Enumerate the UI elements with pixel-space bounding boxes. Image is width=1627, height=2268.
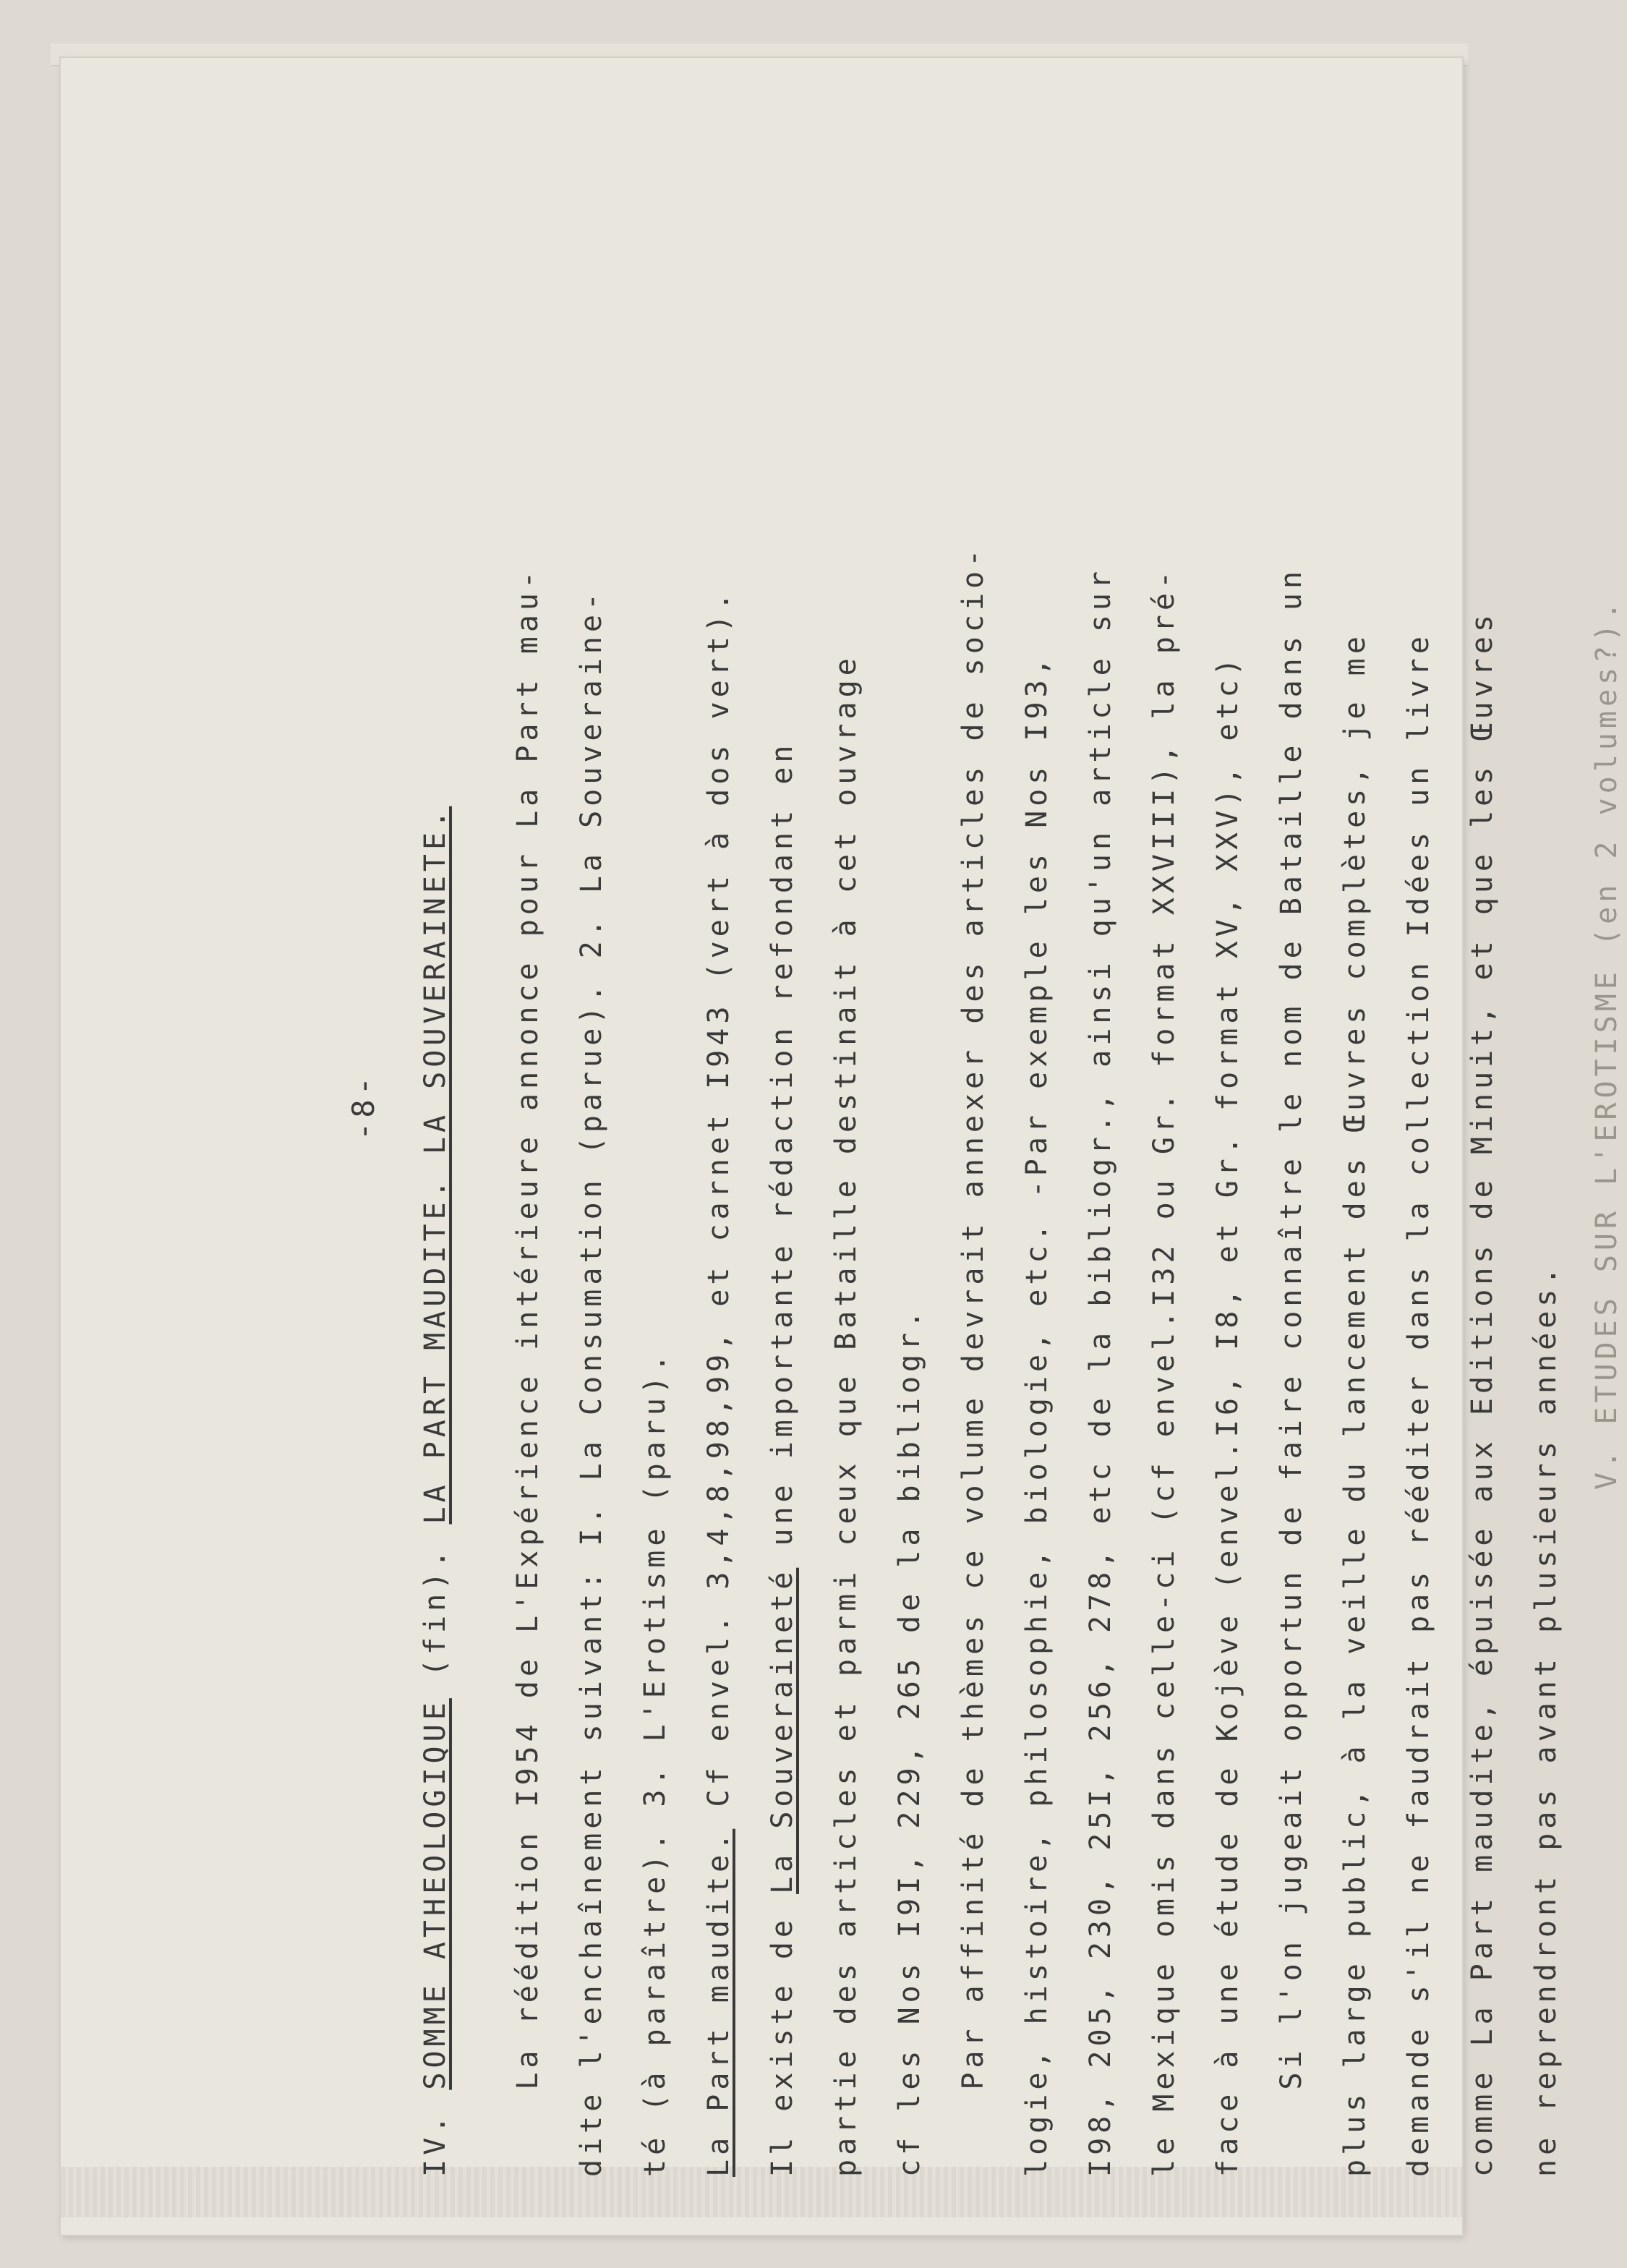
cut-off-heading: V. ETUDES SUR L'EROTISME (en 2 volumes?). [1590, 597, 1623, 1490]
text-line: logie, histoire, philosophie, biologie, etc. -Par exemple les Nos I93, [1020, 654, 1054, 2177]
text-line: face à une étude de Kojève (envel.I6, I8, et Gr. format XV, XXV), etc) [1211, 654, 1244, 2177]
text-line: comme La Part maudite, épuisée aux Editions de Minuit, et que les Œuvres [1466, 610, 1499, 2177]
text-line: demande s'il ne faudrait pas rééditer dans la collection Idées un livre [1402, 632, 1435, 2177]
text-line: Il existe de La Souveraineté une importante rédaction refondant en [766, 741, 799, 2177]
text-line: ne reprendront pas avant plusieurs années. [1529, 1263, 1563, 2177]
text-line: La Part maudite. Cf envel. 3,4,8,98,99, et carnet I943 (vert à dos vert). [702, 589, 735, 2177]
rotated-text-block [210, 36, 1627, 2177]
text-line: Si l'on jugeait opportun de faire connaître le nom de Bataille dans un [1275, 566, 1308, 2177]
text-line: dite l'enchaînement suivant: I. La Consumation (parue). 2. La Souveraine- [575, 589, 608, 2177]
text-line: Par affinité de thèmes ce volume devrait annexer des articles de socio- [957, 545, 990, 2177]
text-line: partie des articles et parmi ceux que Bataille destinait à cet ouvrage [829, 654, 863, 2177]
page-number: -8- [346, 1073, 381, 1141]
text-line: La réédition I954 de L'Expérience intérieure annonce pour La Part mau- [511, 566, 545, 2177]
text-line: le Mexique omis dans celle-ci (cf envel.I32 ou Gr. format XXVIII), la pré- [1148, 566, 1181, 2177]
text-line: té (à paraître). 3. L'Erotisme (paru). [639, 1350, 672, 2177]
text-line: cf les Nos I9I, 229, 265 de la bibliogr. [893, 1306, 926, 2177]
text-line: I98, 205, 230, 25I, 256, 278, etc de la bibliogr., ainsi qu'un article sur [1084, 566, 1117, 2177]
text-line: plus large public, à la veille du lancement des Œuvres complètes, je me [1338, 632, 1372, 2177]
section-heading: IV. SOMME ATHEOLOGIQUE (fin). LA PART MAUDITE. LA SOUVERAINETE. [419, 806, 452, 2177]
